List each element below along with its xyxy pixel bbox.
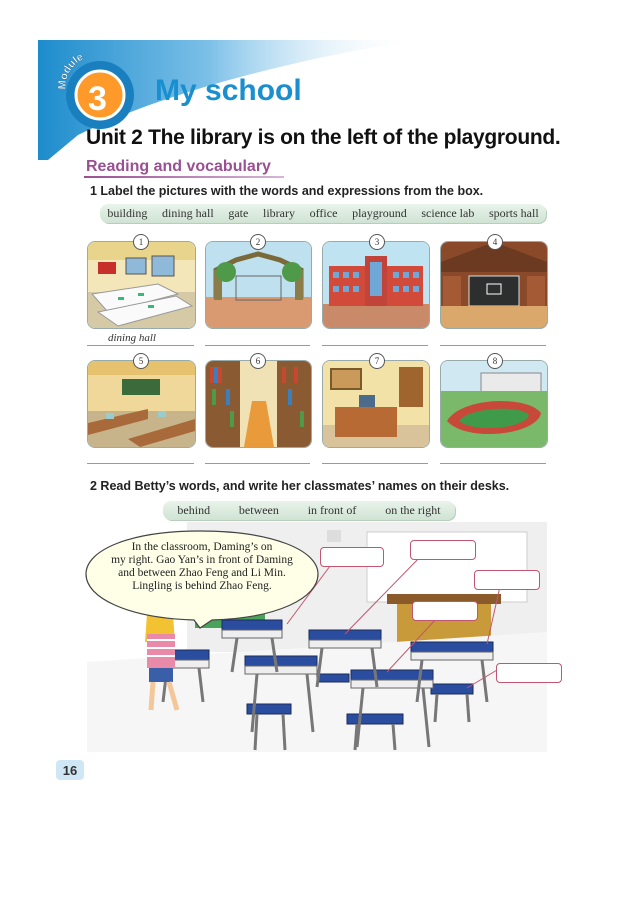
svg-text:Module [56,52,85,90]
playground-picture [440,360,548,448]
gate-picture [205,241,312,329]
module-word: Module [56,52,86,90]
speech-line: and between Zhao Feng and Li Min. [118,567,286,579]
word-box-item: between [238,503,279,517]
library-picture [205,360,312,448]
picture-number: 8 [487,353,503,369]
word-box-item: office [309,206,338,220]
answer-line[interactable] [322,345,428,346]
word-box-item: dining hall [162,206,214,220]
exercise2-word-box [163,501,455,520]
module-title: My school [155,74,302,107]
word-box-item: building [107,206,148,220]
picture-number: 3 [369,234,385,250]
answer-line[interactable] [322,463,428,464]
section-heading: Reading and vocabulary [86,158,271,175]
picture-number: 2 [250,234,266,250]
section-underline [84,176,284,178]
name-box[interactable] [412,601,478,621]
word-box-item: library [262,206,295,220]
dining-hall-picture [87,241,196,329]
name-box[interactable] [410,540,476,560]
picture-number: 7 [369,353,385,369]
answer-line[interactable] [205,463,310,464]
example-answer: dining hall [108,332,156,344]
word-box-item: behind [177,503,211,517]
picture-number: 1 [133,234,149,250]
name-box[interactable] [474,570,540,590]
picture-number: 5 [133,353,149,369]
word-box-item: in front of [307,503,357,517]
page-number: 16 [56,760,84,780]
name-box[interactable] [320,547,384,567]
answer-line[interactable] [440,345,546,346]
word-box-item: gate [228,206,249,220]
office-picture [322,360,430,448]
science-lab-picture [87,360,196,448]
speech-text [86,541,318,593]
word-box-item: sports hall [489,206,539,220]
speech-line: my right. Gao Yan’s in front of Daming [111,554,293,566]
picture-number: 6 [250,353,266,369]
speech-line: Lingling is behind Zhao Feng. [132,580,272,592]
answer-line[interactable] [440,463,546,464]
answer-line[interactable] [87,463,194,464]
speech-line: In the classroom, Daming’s on [131,541,273,553]
picture-number: 4 [487,234,503,250]
name-box[interactable] [496,663,562,683]
unit-title: Unit 2 The library is on the left of the playground. [86,126,561,149]
answer-line[interactable] [87,345,194,346]
word-box-item: on the right [385,503,441,517]
sports-hall-picture [440,241,548,329]
exercise1-word-box [100,204,546,223]
module-number: 3 [88,80,107,118]
word-box-item: science lab [421,206,475,220]
building-picture [322,241,430,329]
exercise1-instruction: 1 Label the pictures with the words and expressions from the box. [90,184,484,198]
word-box-item: playground [352,206,407,220]
answer-line[interactable] [205,345,310,346]
exercise2-instruction: 2 Read Betty’s words, and write her classmates’ names on their desks. [90,479,510,493]
